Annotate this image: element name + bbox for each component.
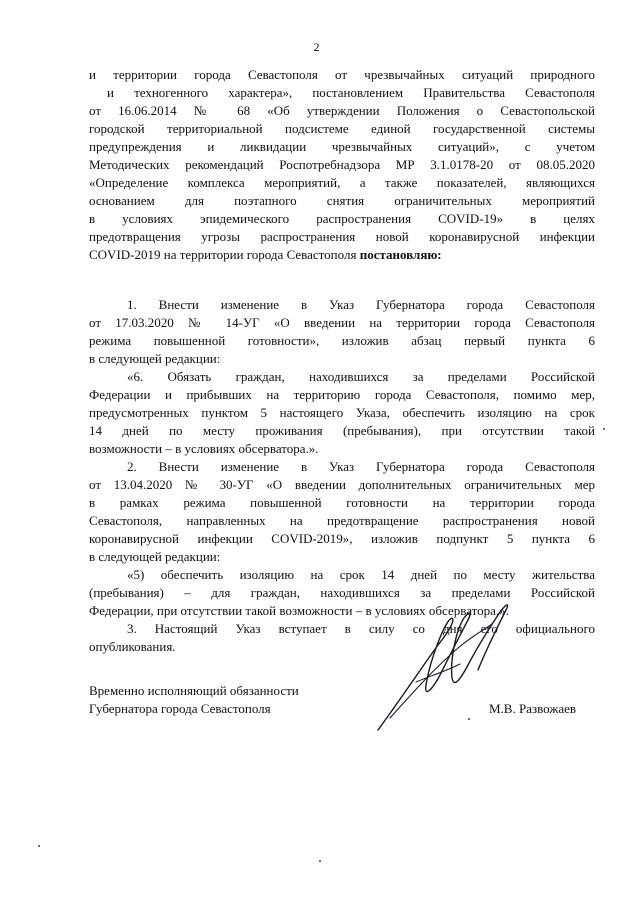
- quote-1-line: предусмотренных пунктом 5 настоящего Указа, обеспечить изоляцию на срок: [89, 405, 595, 420]
- quote-2-line: (пребывания) – для граждан, находившихся за пределами Российской: [89, 585, 595, 600]
- item-2-line: коронавирусной инфекции COVID-2019», изложив подпункт 5 пункта 6: [89, 531, 595, 546]
- quote-2-line: «5) обеспечить изоляцию на срок 14 дней по месту жительства: [127, 567, 595, 582]
- text-line: от 16.06.2014 № 68 «Об утверждении Положения о Севастопольской: [89, 103, 595, 118]
- scan-speck: [38, 845, 40, 847]
- scan-speck: [468, 718, 470, 720]
- scan-speck: [319, 860, 321, 862]
- signatory-position-line-2: Губернатора города Севастополя: [89, 701, 271, 716]
- item-3-line: опубликования.: [89, 639, 176, 654]
- intro-last-text: COVID-2019 на территории города Севастополя: [89, 247, 360, 262]
- text-line: «Определение комплекса мероприятий, а также показателей, являющихся: [89, 175, 595, 190]
- text-line: предотвращения угрозы распространения новой коронавирусной инфекции: [89, 229, 595, 244]
- item-2-line: в рамках режима повышенной готовности на территории города: [89, 495, 595, 510]
- text-line: и территории города Севастополя от чрезвычайных ситуаций природного: [89, 67, 595, 82]
- signatory-position-line-1: Временно исполняющий обязанности: [89, 683, 299, 698]
- quote-1-line: Федерации и прибывших на территорию города Севастополя, помимо мер,: [89, 387, 595, 402]
- text-line-last: [89, 246, 595, 264]
- item-2-line: 2. Внести изменение в Указ Губернатора города Севастополя: [127, 459, 595, 474]
- item-2-line: от 13.04.2020 № 30-УГ «О введении дополнительных ограничительных мер: [89, 477, 595, 492]
- quote-1-line: 14 дней по месту проживания (пребывания), при отсутствии такой: [89, 423, 595, 438]
- text-line: в условиях эпидемического распространения COVID-19» в целях: [89, 211, 595, 226]
- page-number: 2: [313, 40, 320, 54]
- item-1-line: режима повышенной готовности», изложив абзац первый пункта 6: [89, 333, 595, 348]
- text-line: основанием для поэтапного снятия ограничительных мероприятий: [89, 193, 595, 208]
- intro-paragraph: [89, 66, 595, 264]
- scan-speck: [603, 428, 605, 430]
- item-1-line: 1. Внести изменение в Указ Губернатора города Севастополя: [127, 297, 595, 312]
- item-2-line: в следующей редакции:: [89, 549, 221, 564]
- quote-1-line: возможности – в условиях обсерватора.».: [89, 441, 319, 456]
- quote-1-line: «6. Обязать граждан, находившихся за пределами Российской: [127, 369, 595, 384]
- resolution-word: постановляю:: [359, 247, 442, 262]
- quote-2-line: Федерации, при отсутствии такой возможности – в условиях обсерватора.».: [89, 603, 509, 618]
- item-2-line: Севастополя, направленных на предотвращение распространения новой: [89, 513, 595, 528]
- text-line: Методических рекомендаций Роспотребнадзора МР 3.1.0178-20 от 08.05.2020: [89, 157, 595, 172]
- text-line: предупреждения и ликвидации чрезвычайных ситуаций», с учетом: [89, 139, 595, 154]
- text-line: городской территориальной подсистеме единой государственной системы: [89, 121, 595, 136]
- item-1-line: от 17.03.2020 № 14-УГ «О введении на территории города Севастополя: [89, 315, 595, 330]
- text-line: и техногенного характера», постановлением Правительства Севастополя: [107, 85, 595, 100]
- signatory-position: [89, 682, 299, 718]
- item-3-line: 3. Настоящий Указ вступает в силу со дня его официального: [127, 621, 595, 636]
- item-1-line: в следующей редакции:: [89, 351, 221, 366]
- signatory-name: М.В. Развожаев: [489, 701, 577, 716]
